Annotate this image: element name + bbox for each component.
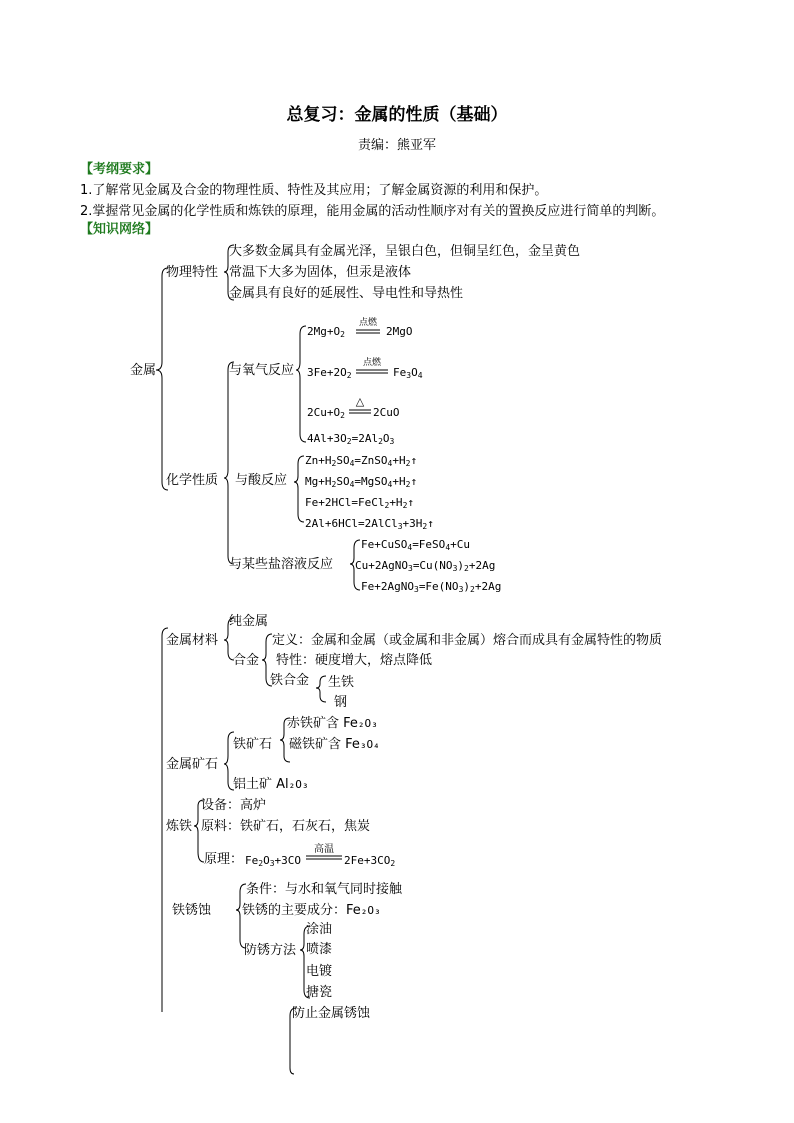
smelting-principle-label: 原理：	[204, 852, 244, 867]
equation-cu-o2: $2Cu+O_2$	[307, 406, 345, 420]
smelting-materials: 原料：铁矿石，石灰石，焦炭	[201, 819, 371, 834]
equation-mg-o2-product: 2MgO	[386, 325, 413, 338]
alloy-definition: 定义：金属和金属（或金属和非金属）熔合而成具有金属特性的物质	[272, 633, 663, 648]
alloy-label: 合金	[233, 653, 260, 668]
hematite-item: 赤铁矿含 Fe₂O₃	[287, 716, 378, 731]
page-title: 总复习：金属的性质（基础）	[286, 105, 508, 125]
metal-root-label: 金属	[130, 363, 157, 378]
equation-al-hcl: $2Al+6HCl=2AlCl_3+3H_2↑$	[305, 517, 434, 531]
smelting-equation-right: $2Fe+3CO_2$	[344, 854, 396, 868]
steel-label: 钢	[334, 695, 348, 710]
magnetite-item: 磁铁矿含 Fe₃O₄	[289, 737, 380, 752]
equation-fe-o2: $3Fe+2O_2$	[307, 366, 352, 380]
rust-component: 铁锈的主要成分：Fe₂O₃	[242, 903, 381, 918]
condition-ignite-1: 点燃	[358, 318, 377, 328]
requirements-heading: 【考纲要求】	[80, 162, 159, 177]
salt-reaction-label: 与某些盐溶液反应	[229, 557, 334, 572]
equation-fe-hcl: $Fe+2HCl=FeCl_2+H_2↑$	[305, 496, 415, 510]
protect-metal-label: 防止金属锈蚀	[292, 1006, 371, 1021]
iron-ore-label: 铁矿石	[233, 737, 273, 752]
equation-fe-o2-product: $Fe_3O_4$	[393, 366, 423, 380]
rust-prevention-label: 防锈方法	[244, 943, 297, 958]
network-heading: 【知识网络】	[80, 222, 159, 237]
equation-cu-agno3: $Cu+2AgNO_3=Cu(NO_3)_2+2Ag$	[355, 559, 496, 573]
condition-ignite-2: 点燃	[362, 358, 381, 368]
prevention-plating: 电镀	[306, 964, 333, 979]
metal-ores-label: 金属矿石	[166, 757, 219, 772]
physical-item-2: 常温下大多为固体，但汞是液体	[229, 265, 412, 280]
pig-iron-label: 生铁	[328, 675, 355, 690]
metal-materials-label: 金属材料	[166, 633, 219, 648]
equation-cu-o2-product: 2CuO	[373, 406, 400, 419]
requirement-2: 2.掌握常见金属的化学性质和炼铁的原理，能用金属的活动性顺序对有关的置换反应进行简单的判断。	[80, 204, 665, 219]
rust-condition: 条件：与水和氧气同时接触	[246, 882, 403, 897]
equation-zn-h2so4: $Zn+H_2SO_4=ZnSO_4+H_2↑$	[305, 454, 418, 468]
physical-properties-label: 物理特性	[166, 265, 219, 280]
bauxite-item: 铝土矿 Al₂O₃	[233, 777, 309, 792]
oxygen-reaction-label: 与氧气反应	[229, 363, 295, 378]
prevention-enamel: 搪瓷	[306, 985, 333, 1000]
condition-high-temperature: 高温	[314, 844, 334, 855]
prevention-paint: 喷漆	[306, 942, 333, 957]
rust-label: 铁锈蚀	[172, 903, 212, 918]
physical-item-3: 金属具有良好的延展性、导电性和导热性	[229, 286, 464, 301]
alloy-property: 特性：硬度增大，熔点降低	[276, 653, 433, 668]
equation-al-o2: $4Al+3O_2=2Al_2O_3$	[307, 432, 395, 446]
smelting-equation-left: $Fe_2O_3+3CO$	[245, 854, 302, 868]
physical-item-1: 大多数金属具有金属光泽，呈银白色，但铜呈红色，金呈黄色	[229, 244, 581, 259]
prevention-oil: 涂油	[306, 922, 333, 937]
editor-line: 责编：熊亚军	[357, 138, 436, 153]
equation-mg-o2: $2Mg+O_2$	[307, 325, 345, 339]
equation-mg-h2so4: $Mg+H_2SO_4=MgSO_4+H_2↑$	[305, 475, 418, 489]
smelting-equipment: 设备：高炉	[201, 798, 267, 813]
iron-alloy-label: 铁合金	[270, 673, 310, 688]
pure-metal-label: 纯金属	[229, 614, 269, 629]
chemical-properties-label: 化学性质	[166, 473, 219, 488]
condition-heat: △	[355, 395, 365, 408]
acid-reaction-label: 与酸反应	[235, 473, 288, 488]
smelting-label: 炼铁	[166, 819, 193, 834]
equation-fe-agno3: $Fe+2AgNO_3=Fe(NO_3)_2+2Ag$	[361, 580, 502, 594]
requirement-1: 1.了解常见金属及合金的物理性质、特性及其应用；了解金属资源的利用和保护。	[80, 183, 548, 198]
equation-fe-cuso4: Fe+CuSO$_4$=FeSO$_4$+Cu	[361, 538, 471, 552]
